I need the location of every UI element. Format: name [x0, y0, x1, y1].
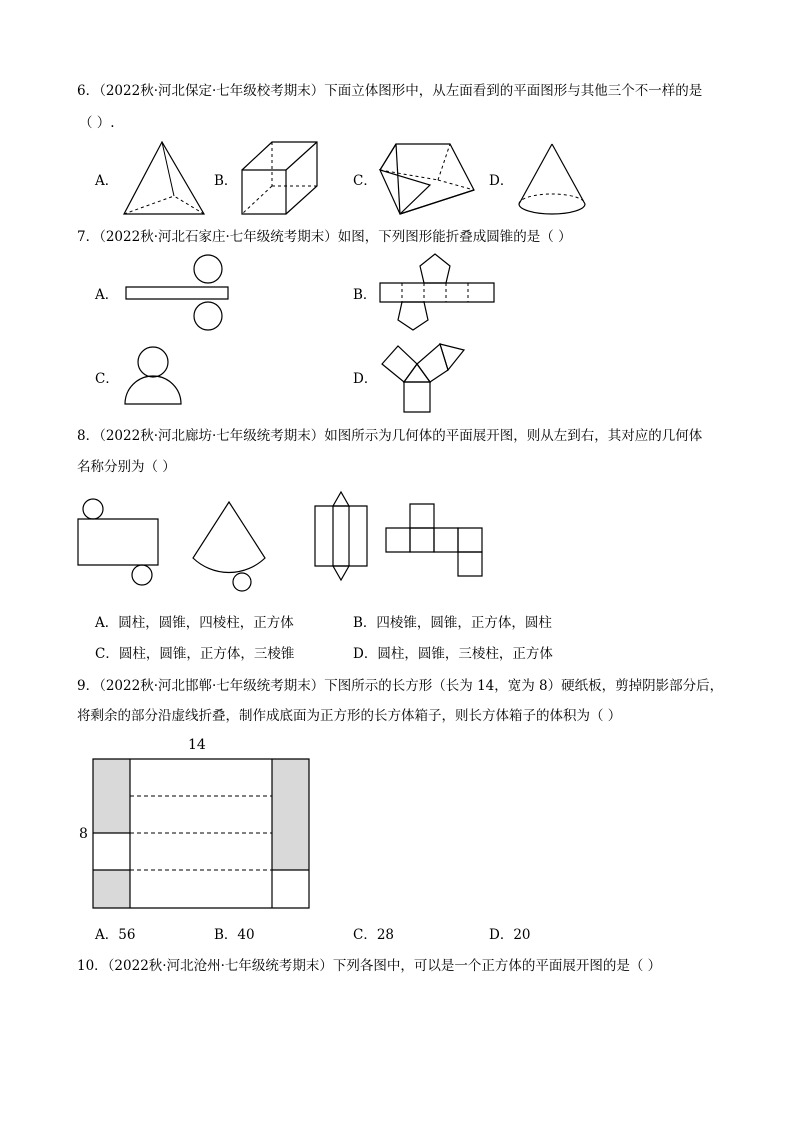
q8-triangular-prism-net-figure [313, 490, 369, 582]
q9-option-a: A．56 [95, 927, 136, 943]
q7-stem: 7．（2022秋·河北石家庄·七年级统考期末）如图，下列图形能折叠成圆锥的是（ ） [77, 229, 572, 245]
q6-option-c-label: C． [353, 173, 377, 189]
q6-stem: 6．（2022秋·河北保定·七年级校考期末）下面立体图形中，从左面看到的平面图形与其他三个不一样的是 [77, 83, 703, 99]
q8-option-d: D．圆柱，圆锥，三棱柱，正方体 [353, 646, 553, 662]
q7-option-a-label: A． [95, 287, 119, 303]
q6-option-d-label: D． [489, 173, 514, 189]
q6-stem-blank: （ ）. [79, 115, 115, 131]
q7-option-c-label: C． [95, 371, 119, 387]
q9-option-d: D．20 [489, 927, 531, 943]
q6-cone-figure [517, 142, 589, 218]
q9-option-c: C．28 [353, 927, 395, 943]
q7-circle-semicircle-figure [122, 345, 188, 407]
q9-stem: 9．（2022秋·河北邯郸·七年级统考期末）下图所示的长方形（长为 14，宽为 8）硬纸板，剪掉阴影部分后， [77, 678, 724, 694]
q8-option-a: A．圆柱，圆锥，四棱柱，正方体 [95, 615, 294, 631]
q7-pentagonal-prism-net-figure [378, 252, 496, 332]
q6-cuboid-figure [240, 140, 320, 216]
q8-stem: 8．（2022秋·河北廊坊·七年级统考期末）如图所示为几何体的平面展开图，则从左到右，其对应的几何体 [77, 428, 703, 444]
q9-width-label: 8 [79, 826, 88, 842]
q7-cylinder-net-figure [124, 254, 230, 332]
q8-cylinder-net-figure [76, 497, 162, 585]
q6-pyramid-figure [122, 140, 206, 216]
q7-option-d-label: D． [353, 371, 378, 387]
q8-cone-net-figure [191, 500, 269, 592]
q6-option-b-label: B． [214, 173, 238, 189]
q8-option-b: B．四棱锥，圆锥，正方体，圆柱 [353, 615, 552, 631]
q10-stem: 10．（2022秋·河北沧州·七年级统考期末）下列各图中，可以是一个正方体的平面展开图的是（ ） [77, 958, 662, 974]
q7-triangular-net-figure [378, 340, 470, 414]
q6-option-a-label: A． [95, 173, 119, 189]
q9-length-label: 14 [188, 737, 206, 753]
q9-cardboard-figure [92, 758, 310, 910]
q7-option-b-label: B． [353, 287, 377, 303]
q9-stem-continued: 将剩余的部分沿虚线折叠，制作成底面为正方形的长方体箱子，则长方体箱子的体积为（ ） [77, 708, 622, 724]
q6-prism-figure [378, 140, 476, 216]
q8-cube-net-figure [385, 502, 487, 578]
q8-option-c: C．圆柱，圆锥，正方体，三棱锥 [95, 646, 295, 662]
q8-stem-continued: 名称分别为（ ） [77, 459, 176, 475]
q9-option-b: B．40 [214, 927, 255, 943]
